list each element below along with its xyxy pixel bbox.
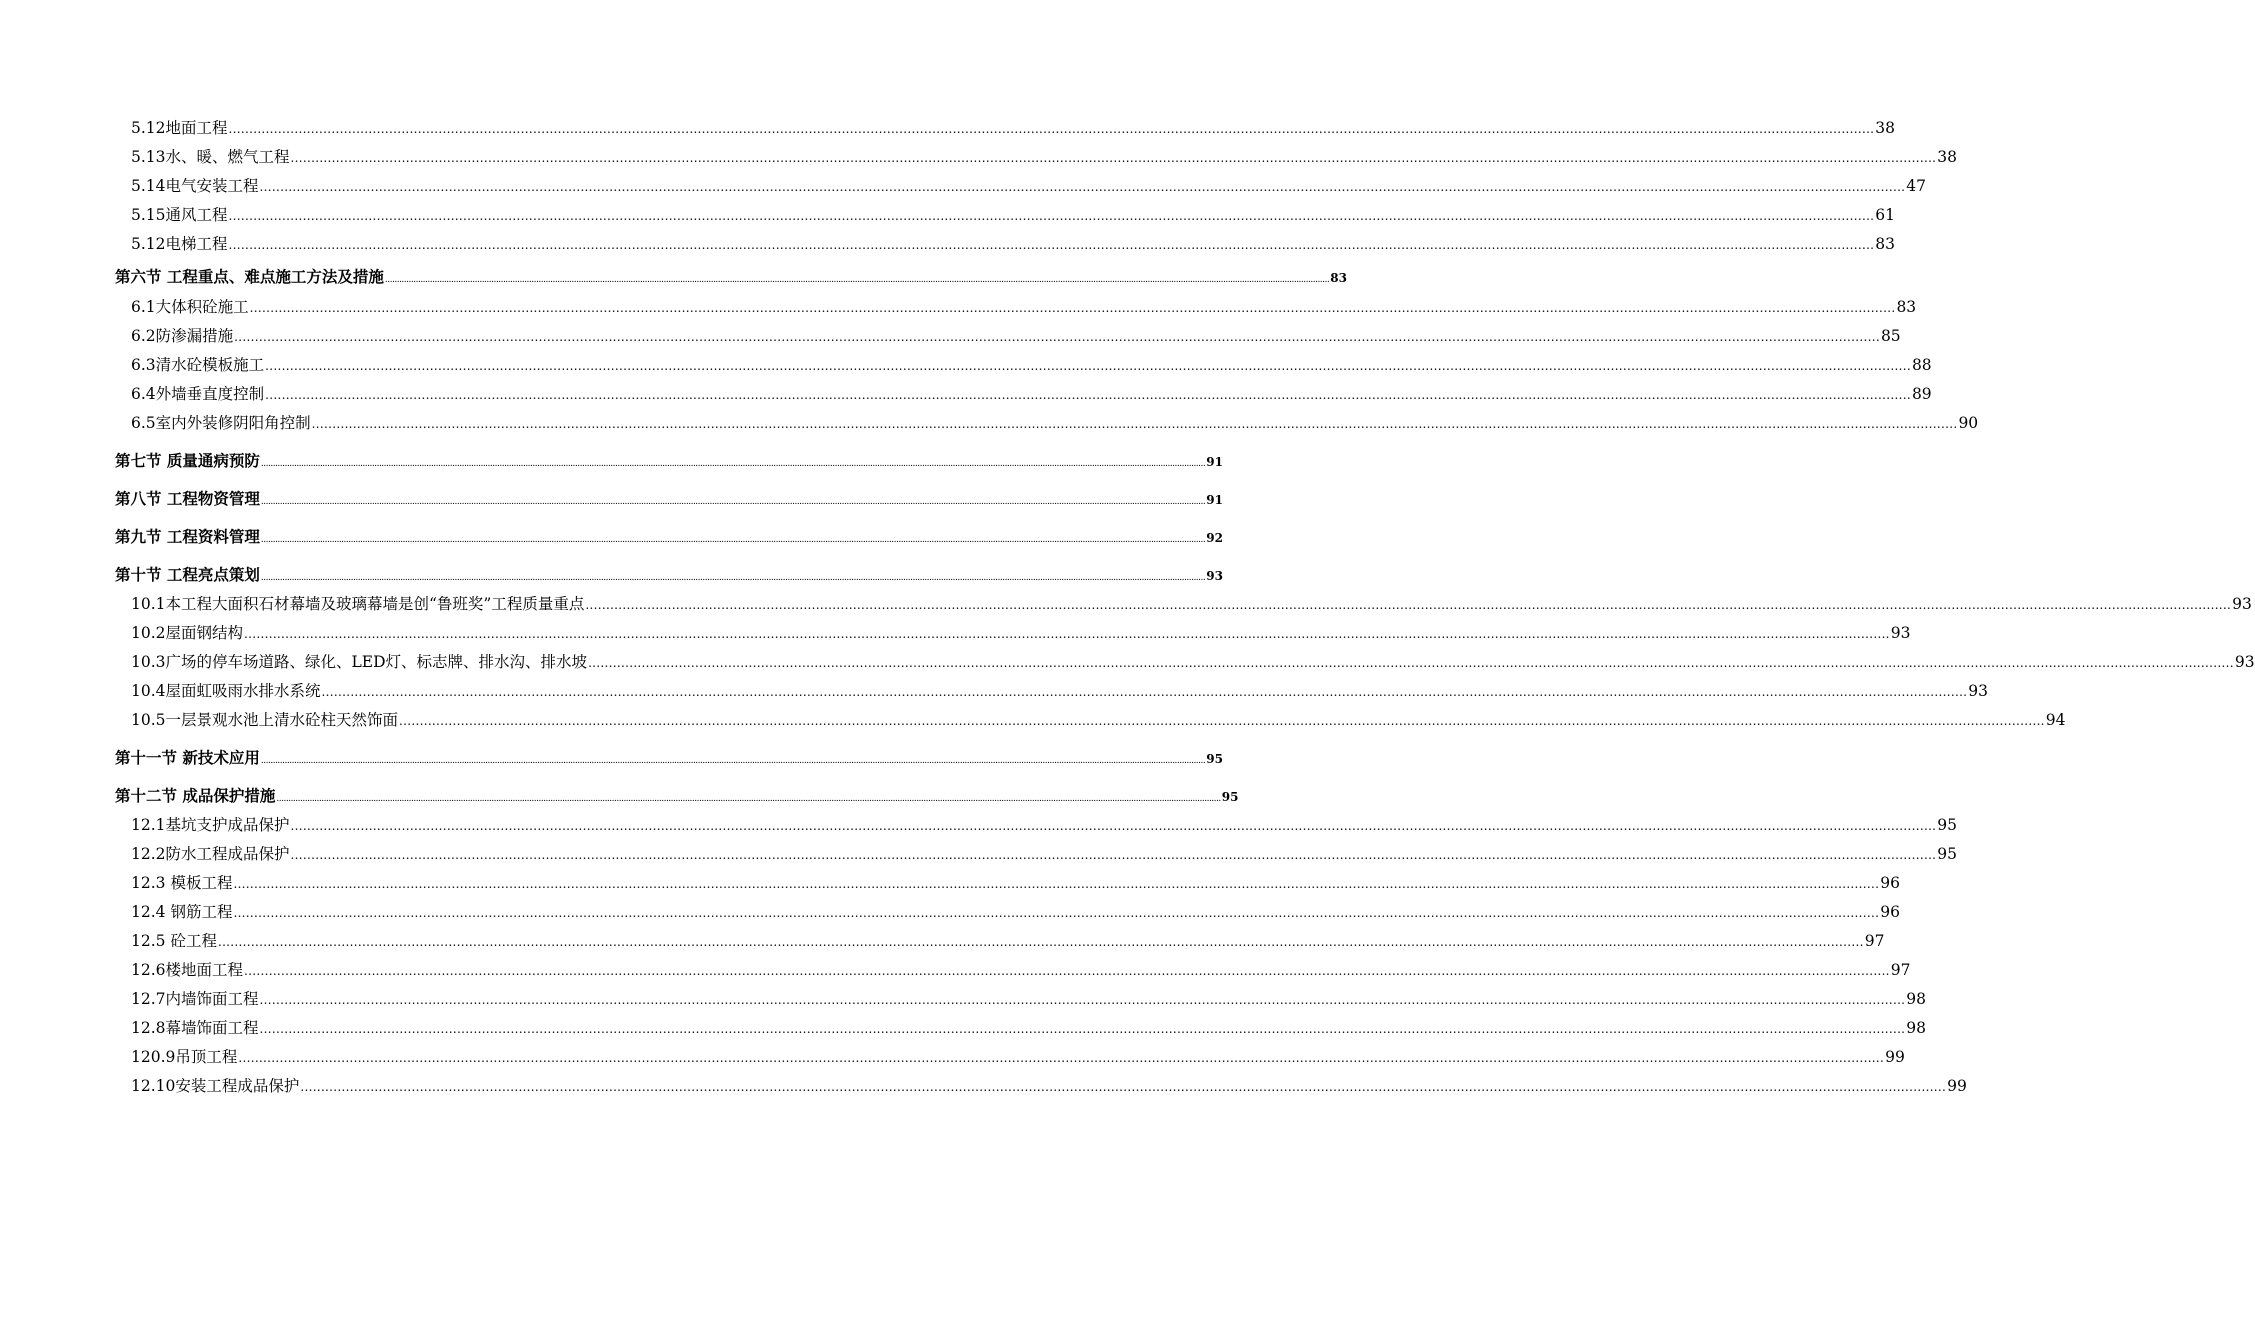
toc-page-number: 97 xyxy=(1864,932,1885,950)
toc-dot-leader: ................................................................................................................................................................................................................................................................................................................................................................................................................ xyxy=(260,573,1206,583)
toc-section-entry[interactable] xyxy=(0,554,1223,592)
toc-entry-title: 第十节 工程亮点策划 xyxy=(115,565,260,584)
toc-dot-leader: ................................................................................................................................................................................................................................................................................................................................................................................................................ xyxy=(290,819,1937,833)
toc-section-entry[interactable] xyxy=(0,775,1239,813)
toc-entry-title: 12.3 模板工程 xyxy=(131,874,233,892)
toc-dot-leader: ................................................................................................................................................................................................................................................................................................................................................................................................................ xyxy=(290,151,1937,165)
toc-dot-leader: ................................................................................................................................................................................................................................................................................................................................................................................................................ xyxy=(228,122,1875,136)
toc-dot-leader: ................................................................................................................................................................................................................................................................................................................................................................................................................ xyxy=(244,627,1890,641)
toc-entry-title: 10.4屋面虹吸雨水排水系统 xyxy=(131,682,321,700)
toc-dot-leader: ................................................................................................................................................................................................................................................................................................................................................................................................................ xyxy=(233,877,1880,891)
toc-dot-leader: ................................................................................................................................................................................................................................................................................................................................................................................................................ xyxy=(234,330,1880,344)
toc-entry-title: 5.14电气安装工程 xyxy=(131,177,259,195)
toc-page-number: 91 xyxy=(1206,455,1223,469)
toc-entry-title: 6.5室内外装修阴阳角控制 xyxy=(131,414,311,432)
toc-subsection-entry[interactable] xyxy=(0,929,1885,958)
toc-entry-title: 10.3广场的停车场道路、绿化、LED灯、标志牌、排水沟、排水坡 xyxy=(131,653,588,671)
toc-entry-title: 12.5 砼工程 xyxy=(131,932,217,950)
toc-dot-leader: ................................................................................................................................................................................................................................................................................................................................................................................................................ xyxy=(217,935,1864,949)
toc-entry-title: 10.5一层景观水池上清水砼柱天然饰面 xyxy=(131,711,399,729)
toc-page-number: 96 xyxy=(1880,874,1900,892)
toc-subsection-entry[interactable] xyxy=(0,813,1958,842)
toc-entry-title: 5.13水、暖、燃气工程 xyxy=(131,148,290,166)
toc-dot-leader: ................................................................................................................................................................................................................................................................................................................................................................................................................ xyxy=(300,1080,1947,1094)
toc-dot-leader: ................................................................................................................................................................................................................................................................................................................................................................................................................ xyxy=(244,964,1890,978)
toc-page-number: 61 xyxy=(1875,206,1896,224)
toc-page-number: 90 xyxy=(1958,414,1979,432)
toc-subsection-entry[interactable] xyxy=(0,1074,1967,1103)
toc-page-number: 97 xyxy=(1890,961,1911,979)
toc-page-number: 83 xyxy=(1330,271,1347,285)
toc-subsection-entry[interactable] xyxy=(0,116,1896,145)
toc-page-number: 91 xyxy=(1206,493,1223,507)
toc-dot-leader: ................................................................................................................................................................................................................................................................................................................................................................................................................ xyxy=(260,497,1206,507)
toc-dot-leader: ................................................................................................................................................................................................................................................................................................................................................................................................................ xyxy=(260,756,1206,766)
toc-entry-title: 5.12电梯工程 xyxy=(131,235,228,253)
toc-dot-leader: ................................................................................................................................................................................................................................................................................................................................................................................................................ xyxy=(321,685,1968,699)
toc-entry-title: 5.12地面工程 xyxy=(131,119,228,137)
toc-page-number: 38 xyxy=(1875,119,1896,137)
toc-entry-title: 12.6楼地面工程 xyxy=(131,961,244,979)
toc-dot-leader: ................................................................................................................................................................................................................................................................................................................................................................................................................ xyxy=(585,598,2232,612)
toc-entry-title: 第七节 质量通病预防 xyxy=(115,451,260,470)
toc-subsection-entry[interactable] xyxy=(0,382,1932,411)
toc-subsection-entry[interactable] xyxy=(0,145,1958,174)
toc-entry-title: 120.9吊顶工程 xyxy=(131,1048,238,1066)
toc-subsection-entry[interactable] xyxy=(0,621,1911,650)
toc-page-number: 95 xyxy=(1206,752,1223,766)
toc-page-number: 95 xyxy=(1221,790,1239,804)
toc-page-number: 85 xyxy=(1880,327,1901,345)
toc-page-number: 89 xyxy=(1911,385,1932,403)
toc-dot-leader: ................................................................................................................................................................................................................................................................................................................................................................................................................ xyxy=(399,714,2045,728)
toc-dot-leader: ................................................................................................................................................................................................................................................................................................................................................................................................................ xyxy=(228,238,1875,252)
toc-dot-leader: ................................................................................................................................................................................................................................................................................................................................................................................................................ xyxy=(384,275,1330,285)
toc-dot-leader: ................................................................................................................................................................................................................................................................................................................................................................................................................ xyxy=(265,388,1911,402)
toc-entry-title: 10.2屋面钢结构 xyxy=(131,624,244,642)
toc-subsection-entry[interactable] xyxy=(0,679,1989,708)
toc-dot-leader: ................................................................................................................................................................................................................................................................................................................................................................................................................ xyxy=(259,993,1906,1007)
toc-page-number: 92 xyxy=(1206,531,1223,545)
toc-subsection-entry[interactable] xyxy=(0,174,1927,203)
toc-page-number: 93 xyxy=(2234,653,2255,671)
toc-dot-leader: ................................................................................................................................................................................................................................................................................................................................................................................................................ xyxy=(228,209,1875,223)
toc-subsection-entry[interactable] xyxy=(0,958,1911,987)
toc-dot-leader: ................................................................................................................................................................................................................................................................................................................................................................................................................ xyxy=(265,359,1911,373)
toc-dot-leader: ................................................................................................................................................................................................................................................................................................................................................................................................................ xyxy=(233,906,1880,920)
toc-dot-leader: ................................................................................................................................................................................................................................................................................................................................................................................................................ xyxy=(249,301,1896,315)
toc-dot-leader: ................................................................................................................................................................................................................................................................................................................................................................................................................ xyxy=(260,459,1206,469)
toc-subsection-entry[interactable] xyxy=(0,203,1896,232)
toc-entry-title: 6.2防渗漏措施 xyxy=(131,327,234,345)
toc-subsection-entry[interactable] xyxy=(0,900,1900,929)
toc-subsection-entry[interactable] xyxy=(0,295,1917,324)
toc-page-number: 98 xyxy=(1906,990,1927,1008)
toc-page-number: 94 xyxy=(2045,711,2066,729)
toc-dot-leader: ................................................................................................................................................................................................................................................................................................................................................................................................................ xyxy=(260,535,1206,545)
toc-page-number: 95 xyxy=(1937,845,1958,863)
toc-page-number: 38 xyxy=(1937,148,1958,166)
toc-section-entry[interactable] xyxy=(0,261,1347,295)
toc-page-number: 99 xyxy=(1947,1077,1967,1095)
toc-entry-title: 6.3清水砼模板施工 xyxy=(131,356,265,374)
toc-entry-title: 12.4 钢筋工程 xyxy=(131,903,233,921)
toc-subsection-entry[interactable] xyxy=(0,353,1932,382)
toc-entry-title: 第六节 工程重点、难点施工方法及措施 xyxy=(115,267,384,286)
toc-page-number: 93 xyxy=(1890,624,1911,642)
toc-entry-title: 12.2防水工程成品保护 xyxy=(131,845,290,863)
toc-entry-title: 第八节 工程物资管理 xyxy=(115,489,260,508)
toc-subsection-entry[interactable] xyxy=(0,324,1901,353)
toc-subsection-entry[interactable] xyxy=(0,842,1958,871)
toc-subsection-entry[interactable] xyxy=(0,650,2255,679)
toc-entry-title: 6.4外墙垂直度控制 xyxy=(131,385,265,403)
toc-dot-leader: ................................................................................................................................................................................................................................................................................................................................................................................................................ xyxy=(311,417,1958,431)
toc-subsection-entry[interactable] xyxy=(0,871,1900,900)
toc-entry-title: 第十一节 新技术应用 xyxy=(115,748,260,767)
toc-page-number: 96 xyxy=(1880,903,1900,921)
toc-dot-leader: ................................................................................................................................................................................................................................................................................................................................................................................................................ xyxy=(238,1051,1885,1065)
toc-subsection-entry[interactable] xyxy=(0,592,2252,621)
toc-section-entry[interactable] xyxy=(0,737,1223,775)
toc-subsection-entry[interactable] xyxy=(0,232,1896,261)
toc-subsection-entry[interactable] xyxy=(0,987,1927,1016)
toc-entry-title: 12.10安装工程成品保护 xyxy=(131,1077,300,1095)
toc-page-number: 83 xyxy=(1896,298,1917,316)
toc-entry-title: 12.1基坑支护成品保护 xyxy=(131,816,290,834)
toc-dot-leader: ................................................................................................................................................................................................................................................................................................................................................................................................................ xyxy=(259,1022,1906,1036)
toc-entry-title: 第九节 工程资料管理 xyxy=(115,527,260,546)
toc-subsection-entry[interactable] xyxy=(0,708,2066,737)
toc-entry-title: 12.8幕墙饰面工程 xyxy=(131,1019,259,1037)
toc-page-number: 83 xyxy=(1875,235,1896,253)
toc-page-number: 47 xyxy=(1906,177,1927,195)
toc-subsection-entry[interactable] xyxy=(0,1045,1905,1074)
toc-entry-title: 10.1本工程大面积石材幕墙及玻璃幕墙是创“鲁班奖”工程质量重点 xyxy=(131,595,585,613)
table-of-contents xyxy=(0,116,2255,1103)
toc-dot-leader: ................................................................................................................................................................................................................................................................................................................................................................................................................ xyxy=(588,656,2234,670)
toc-entry-title: 12.7内墙饰面工程 xyxy=(131,990,259,1008)
toc-page-number: 88 xyxy=(1911,356,1932,374)
toc-entry-title: 5.15通风工程 xyxy=(131,206,228,224)
toc-dot-leader: ................................................................................................................................................................................................................................................................................................................................................................................................................ xyxy=(276,794,1221,804)
toc-entry-title: 6.1大体积砼施工 xyxy=(131,298,249,316)
toc-page-number: 93 xyxy=(1968,682,1989,700)
toc-subsection-entry[interactable] xyxy=(0,1016,1927,1045)
toc-section-entry[interactable] xyxy=(0,478,1223,516)
toc-section-entry[interactable] xyxy=(0,516,1223,554)
toc-dot-leader: ................................................................................................................................................................................................................................................................................................................................................................................................................ xyxy=(259,180,1906,194)
toc-dot-leader: ................................................................................................................................................................................................................................................................................................................................................................................................................ xyxy=(290,848,1937,862)
toc-section-entry[interactable] xyxy=(0,440,1223,478)
toc-page-number: 93 xyxy=(2232,595,2252,613)
toc-page-number: 95 xyxy=(1937,816,1958,834)
toc-subsection-entry[interactable] xyxy=(0,411,1979,440)
toc-page-number: 99 xyxy=(1885,1048,1905,1066)
toc-page-number: 98 xyxy=(1906,1019,1927,1037)
toc-page-number: 93 xyxy=(1206,569,1223,583)
toc-entry-title: 第十二节 成品保护措施 xyxy=(115,786,276,805)
